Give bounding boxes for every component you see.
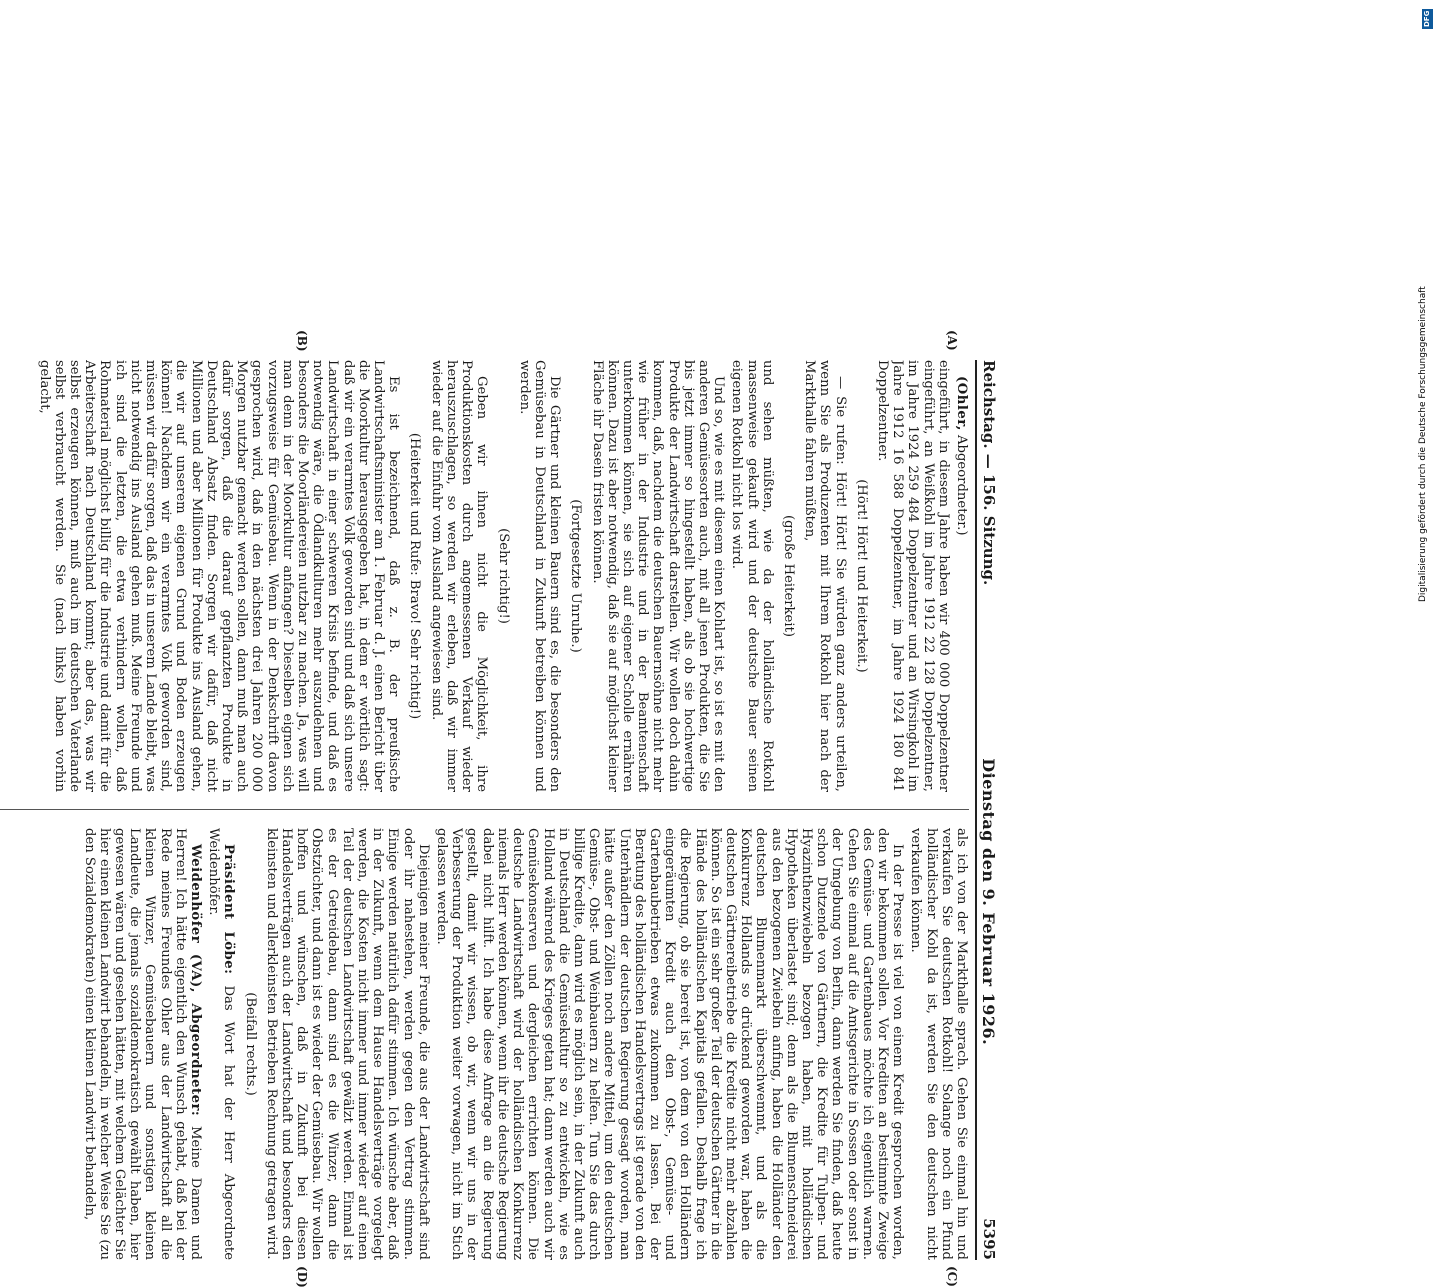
speaker-name: (Ohler, [954,376,969,431]
paragraph-continuation: als ich von der Markthalle sprach. Gehen Sie einmal hin und verkaufen Sie deutschen Rotkohl! Solange noch ein Pfund holländischer Kohl da ist, werden Sie den deutschen nicht verkaufen können. [908,828,969,1260]
interjection: (Beifall rechts.) [242,992,258,1096]
paragraph: In der Presse ist viel von einem Kredit gesprochen worden, den wir bekommen sollen. Vor Krediten an bestimmte Zweige des Gemüse- und Gartenbaues möchte ich eigentlich warnen. Gehen Sie einmal auf die Amtsgerichte in Sossen oder sonst in der Umgebung von Berlin, dann werden Sie finden, daß heute schon Dutzende von Gärtnern, die Kredite für Tulpen- und Hyazinthenzwiebeln bezogen haben, mit holländischen Hypotheken überlastet sind; denn als die Blumenschneiderei aus den bezogenen Zwiebeln anfing, haben die Holländer den deutschen Blumenmarkt überschwemmt, und als die Konkurrenz Hollands so drückend geworden war, haben die deutschen Gärtnereibetriebe die Kredite nicht mehr abzahlen können. So ist ein sehr großer Teil der deutschen Gärtner in die Hände des holländischen Kapitals gefallen. Deshalb frage ich die Regierung, ob sie bereit ist, von dem von den Holländern eingeräumten Kredit auch den Obst-, Gemüse- und Gartenbaubetrieben etwas zukommen zu lassen. Bei der Beratung des holländischen Handelsvertrags ist gerade von den Unterhändlern der deutschen Regierung gesagt worden, man hätte außer den Zöllen noch andere Mittel, um den deutschen Gemüse-, Obst- und Weinbauern zu helfen. Tun Sie das durch billige Kredite, dann wird es möglich sein, in der Zukunft auch in Deutschland die Gemüsekultur so zu entwickeln, wie es Holland während des Krieges getan hat; dann werden auch wir Gemüsekonserven und dergleichen errichten können. Die deutsche Landwirtschaft wird der holländischen Konkurrenz niemals Herr werden können, wenn ihr die deutsche Regierung dabei nicht hilft. Ich habe diese Anfrage an die Regierung gestellt, damit wir wissen, ob wir, wenn wir uns in der Verbesserung der Produktion weiter vorwagen, nicht im Stich gelassen werden. [434,828,906,1260]
paragraph: — Sie rufen: Hört! Hört! Sie würden ganz anders urteilen, wenn Sie als Produzenten mit Ihrem Rotkohl hier nach der Markthalle fahren müßten, [802,360,848,792]
margin-mark-b: (B) [295,330,309,352]
speaker-name: Präsident Löbe: [221,844,237,975]
rotated-newspaper-page [0,330,999,1288]
interjection: (Heiterkeit und Rufe: Bravo! Sehr richtig!) [407,432,423,720]
speaker-paragraph [81,828,203,1260]
left-column [0,360,969,792]
speaker-text: Das Wort hat der Herr Abgeordnete Weidenhöfer. [206,828,237,1260]
interjection: (Fortgesetzte Unruhe.) [568,499,584,653]
speaker-paragraph [206,828,236,1260]
digitization-credit: Digitalisierung gefördert durch die Deutsche Forschungsgemeinschaft [1418,286,1428,602]
header-left: Reichstag. — 156. Sitzung. [979,360,998,586]
interjection: (große Heiterkeit) [780,514,796,638]
margin-mark-a: (A) [945,330,959,351]
margin-mark-c: (C) [945,1266,959,1287]
speaker-name: Weidenhöfer (VA), Abgeordneter: [188,844,204,1117]
paragraph: Es ist bezeichnend, daß z. B. der preußische Landwirtschaftsminister am 1. Februar d. J. einen Bericht über die Moorkultur herausgegeben hat, in dem er wörtlich sagt: daß wir ein verarmtes Volk geworden sind und daß sich unsere Landwirtschaft in einer schweren Krisis befinde, und daß es notwendig wäre, die Ödlandkulturen mehr auszudehnen und besonders die Moorländereien nutzbar zu machen. Ja, was will man denn in der Moorkultur anfangen? Dieselben eignen sich vorzugsweise für Gemüsebau. Wenn in der Denkschrift davon gesprochen wird, daß in den nächsten drei Jahren 200 000 Morgen nutzbar gemacht werden sollen, dann muß man auch dafür sorgen, daß die darauf gepflanzten Produkte in Deutschland Absatz finden. Sorgen wir dafür, daß nicht Millionen und aber Millionen für Produkte ins Ausland gehen, die wir auf unserem eigenen Grund und Boden erzeugen können! Nachdem wir ein verarmtes Volk geworden sind, müssen wir dafür sorgen, daß das in unserem Lande bleibt, was nicht notwendig ins Ausland gehen muß. Meine Freunde und ich sind die letzten, die etwa verhindern wollen, daß Rohmaterial möglichst billig für die Industrie und damit für die Arbeiterschaft nach Deutschland kommt; aber das, was wir selbst erzeugen können, muß auch im deutschen Vaterlande selbst verbraucht werden. Sie (nach links) haben vorhin gelacht, [36,360,402,792]
paragraph: Geben wir ihnen nicht die Möglichkeit, ihre Produktionskosten durch angemessenen Verkauf wieder herauszuschlagen, so werden wir erleben, daß wir immer wieder auf die Einfuhr vom Ausland angewiesen sind. [428,360,490,792]
paragraph-continuation: eingeführt, in diesem Jahre haben wir 400 000 Doppelzentner eingeführt, an Weißkohl im Jahre 1912 22 128 Doppelzentner, im Jahre 1924 259 484 Doppelzentner und an Wirsingkohl im Jahre 1912 16 588 Doppelzentner, im Jahre 1924 180 841 Doppelzentner. [874,360,951,792]
paragraph-continuation: und sehen müßten, wie da der holländische Rotkohl massenweise gekauft wird und der deutsche Bauer seinen eigenen Rotkohl nicht los wird. [729,360,775,792]
margin-mark-d: (D) [295,1266,309,1288]
speaker-text: Abgeordneter.) [954,435,969,536]
page-number: 5395 [979,1218,998,1260]
speaker-text: Meine Damen und Herren! Ich hätte eigentlich den Wunsch gehabt, daß bei der Rede meines Freundes Ohler aus der Landwirtschaft all die kleinen Winzer, Gemüsebauern und sonstigen kleinen Landleute, die jemals sozialdemokratisch gewählt haben, hier gewesen wären und gesehen hätten, mit welchem Gelächter Sie hier einen kleinen Landwirt behandeln, in welcher Weise Sie (zu den Sozialdemokraten) einen kleinen Landwirt behandeln, [81,828,204,1260]
right-column [0,828,969,1260]
paragraph: Diejenigen meiner Freunde, die aus der Landwirtschaft sind oder ihr nahestehen, werden gegen den Vertrag stimmen. Einige werden natürlich dafür stimmen. Ich wünsche aber, daß in der Zukunft, wenn dem Hause Handelsverträge vorgelegt werden, die Kosten nicht immer und immer wieder auf einen Teil der deutschen Landwirtschaft gewälzt werden. Einmal ist es der Getreidebau, dann sind es die Winzer, dann die Obstzüchter, und dann ist es wieder der Gemüsebau. Wir wollen hoffen und wünschen, daß in Zukunft bei diesen Handelsverträgen auch der Landwirtschaft und besonders den kleinsten und allerkleinsten Betrieben Rechnung getragen wird. [263,828,431,1260]
speaker-paragraph [954,360,969,792]
page-header [975,360,999,1260]
column-divider [0,809,969,810]
dfg-logo: DFG [1423,10,1431,28]
interjection: (Sehr richtig!) [495,528,511,624]
interjection: (Hört! Hört! und Heiterkeit.) [853,479,869,673]
paragraph: Die Gärtner und kleinen Bauern sind es, die besonders den Gemüsebau in Deutschland in Zukunft betreiben können und werden. [516,360,563,792]
paragraph: Und so, wie es mit diesem einen Kohlart ist, so ist es mit den anderen Gemüsesorten auch, mit all jenen Produkten, die Sie bis jetzt immer so hingestellt haben, als ob sie hochwertige Produkte der Landwirtschaft darstellen. Wir wollen doch dahin kommen, daß, nachdem die deutschen Bauernsöhne nicht mehr wie früher in der Industrie und in der Beamtenschaft unterkommen können, sie sich auf eigener Scholle ernähren können. Dazu ist aber notwendig, daß sie auf möglichst kleiner Fläche ihr Dasein fristen können. [589,360,727,792]
header-date: Dienstag den 9. Februar 1926. [978,758,998,1046]
